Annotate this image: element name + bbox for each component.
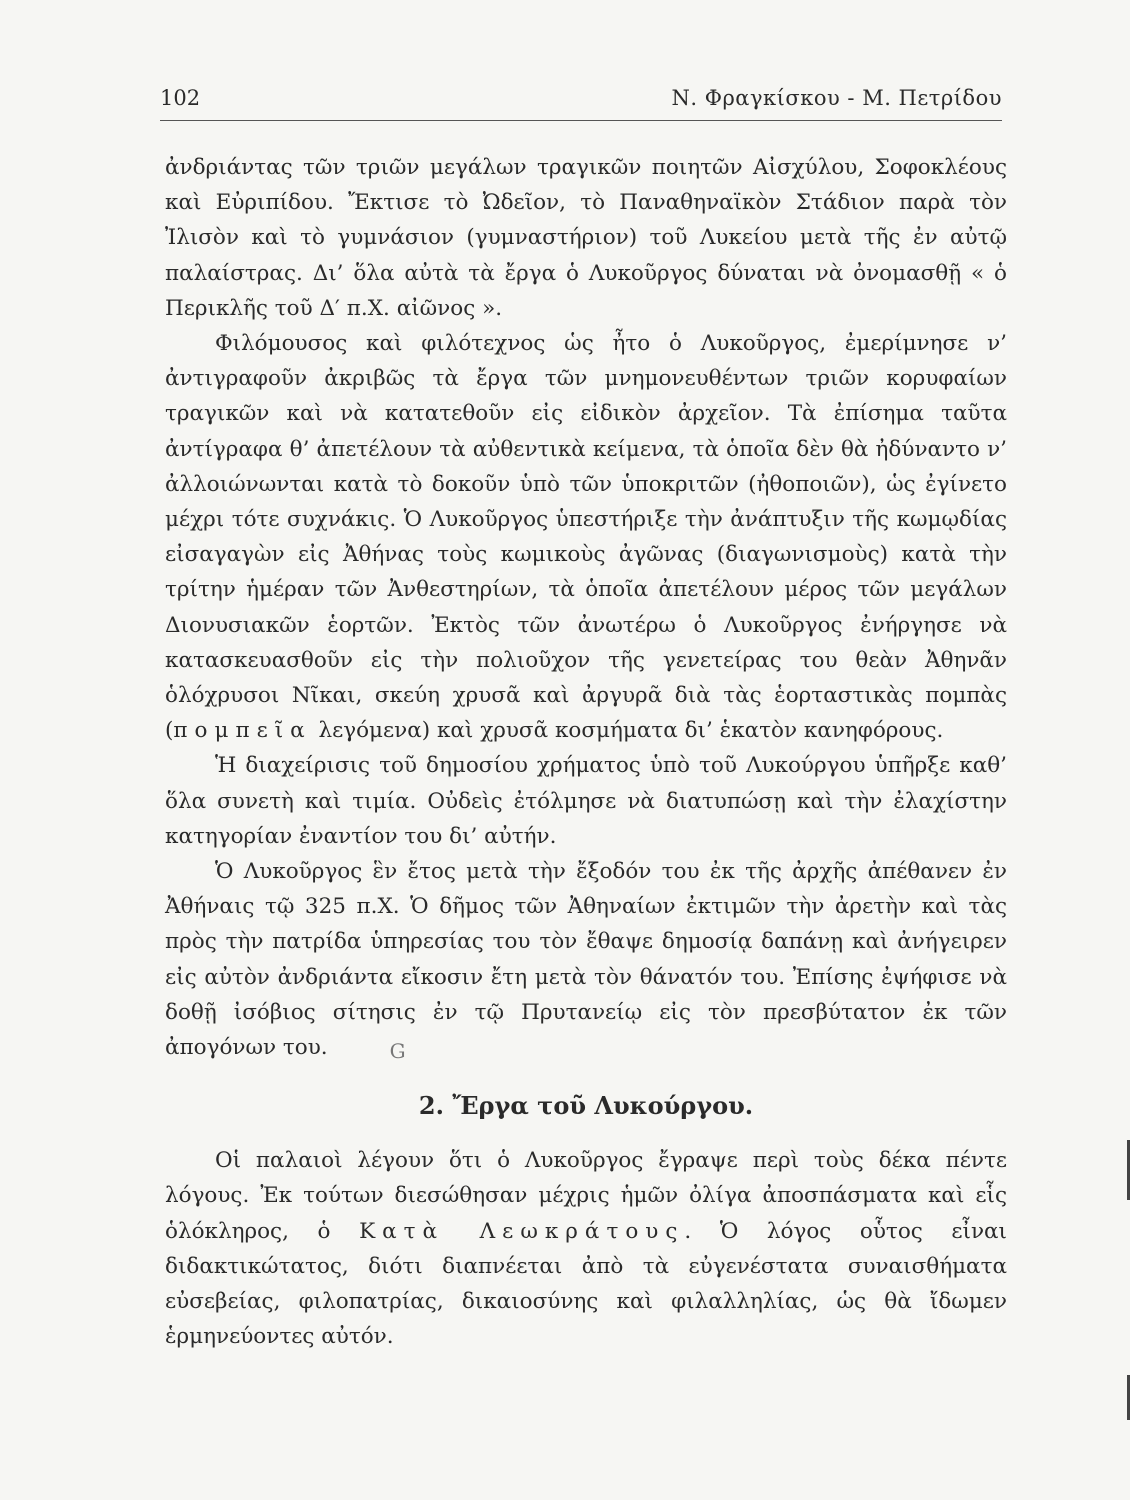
paragraph-3: Ἡ διαχείρισις τοῦ δημοσίου χρήματος ὑπὸ τοῦ Λυκούργου ὑπῆρξε καθ’ ὅλα συνετὴ καὶ τιμία. Οὐδεὶς ἐτόλμησε νὰ διατυπώσῃ καὶ τὴν ἐλαχίστην κατηγορίαν ἐναντίον του δι’ αὐτήν. (165, 753, 1007, 849)
body-text (165, 150, 1007, 1355)
running-head: Ν. Φραγκίσκου - Μ. Πετρίδου (671, 86, 1002, 110)
spaced-word-pompeia: πομπεῖα (173, 718, 312, 744)
paragraph-5 (165, 1143, 1007, 1354)
page-header (160, 86, 1002, 121)
page-number: 102 (160, 86, 201, 110)
paragraph-2-end: λεγόμενα) καὶ χρυσᾶ κοσμήματα δι’ ἑκατὸν κανηφόρους. (311, 718, 944, 744)
paragraph-2-start: Φιλόμουσος καὶ φιλότεχνος ὡς ἦτο ὁ Λυκοῦργος, ἐμερίμνησε ν’ ἀντιγραφοῦν ἀκριβῶς τὰ ἔργα τῶν μνημονευθέντων τριῶν κορυφαίων τραγικῶν καὶ νὰ κατατεθοῦν εἰς εἰδικὸν ἀρχεῖον. Τὰ ἐπίσημα ταῦτα ἀντίγραφα θ’ ἀπετέλουν τὰ αὐθεντικὰ κείμενα, τὰ ὁποῖα δὲν θὰ ἠδύναντο ν’ ἀλλοιώνωνται κατὰ τὸ δοκοῦν ὑπὸ τῶν ὑποκριτῶν (ἠθοποιῶν), ὡς ἐγίνετο μέχρι τότε συχνάκις. Ὁ Λυκοῦργος ὑπεστήριξε τὴν ἀνάπτυξιν τῆς κωμῳδίας εἰσαγαγὼν εἰς Ἀθήνας τοὺς κωμικοὺς ἀγῶνας (διαγωνισμοὺς) κατὰ τὴν τρίτην ἡμέραν τῶν Ἀνθεστηρίων, τὰ ὁποῖα ἀπετέλουν μέρος τῶν μεγάλων Διονυσιακῶν ἑορτῶν. Ἐκτὸς τῶν ἀνωτέρω ὁ Λυκοῦργος ἐνήργησε νὰ κατασκευασθοῦν εἰς τὴν πολιοῦχον τῆς γενετείρας του θεὰν Ἀθηνᾶν ὁλόχρυσοι Νῖκαι, σκεύη χρυσᾶ καὶ ἀργυρᾶ διὰ τὰς ἑορταστικὰς πομπὰς ( (165, 331, 1007, 744)
paragraph-5-start: Οἱ παλαιοὶ λέγουν ὅτι ὁ Λυκοῦργος ἔγραψε περὶ τοὺς δέκα πέντε λόγους. Ἐκ τούτων διεσώθησαν μέχρις ἡμῶν ὀλίγα ἀποσπάσματα καὶ εἷς ὁλόκληρος, ὁ (165, 1148, 1007, 1244)
paragraph-2 (165, 326, 1007, 748)
paragraph-1: ἀνδριάντας τῶν τριῶν μεγάλων τραγικῶν ποιητῶν Αἰσχύλου, Σοφοκλέους καὶ Εὐριπίδου. Ἔκτισε τὸ Ὠδεῖον, τὸ Παναθηναϊκὸν Στάδιον παρὰ τὸν Ἰλισὸν καὶ τὸ γυμνάσιον (γυμναστήριον) τοῦ Λυκείου μετὰ τῆς ἐν αὐτῷ παλαίστρας. Δι’ ὅλα αὐτὰ τὰ ἔργα ὁ Λυκοῦργος δύναται νὰ ὀνομασθῇ « ὁ Περικλῆς τοῦ Δ′ π.Χ. αἰῶνος ». (165, 155, 1007, 321)
library-stamp-mark: G (389, 1039, 406, 1064)
spaced-title-kata-leokratous: Κατὰ Λεωκράτους (359, 1218, 685, 1244)
paragraph-4 (165, 854, 1007, 1065)
paragraph-5-end: . Ὁ λόγος οὗτος εἶναι διδακτικώτατος, διότι διαπνέεται ἀπὸ τὰ εὐγενέστατα συναισθήματα εὐσεβείας, φιλοπατρίας, δικαιοσύνης καὶ φιλαλληλίας, ὡς θὰ ἴδωμεν ἑρμηνεύοντες αὐτόν. (165, 1218, 1007, 1350)
paragraph-4-text: Ὁ Λυκοῦργος ἓν ἔτος μετὰ τὴν ἔξοδόν του ἐκ τῆς ἀρχῆς ἀπέθανεν ἐν Ἀθήναις τῷ 325 π.Χ. Ὁ δῆμος τῶν Ἀθηναίων ἐκτιμῶν τὴν ἀρετὴν καὶ τὰς πρὸς τὴν πατρίδα ὑπηρεσίας του τὸν ἔθαψε δημοσίᾳ δαπάνῃ καὶ ἀνήγειρεν εἰς αὐτὸν ἀνδριάντα εἴκοσιν ἔτη μετὰ τὸν θάνατόν του. Ἐπίσης ἐψήφισε νὰ δοθῇ ἰσόβιος σίτησις ἐν τῷ Πρυτανείῳ εἰς τὸν πρεσβύτατον ἐκ τῶν ἀπογόνων του. (165, 859, 1007, 1061)
section-heading: 2. Ἔργα τοῦ Λυκούργου. (418, 1091, 754, 1121)
